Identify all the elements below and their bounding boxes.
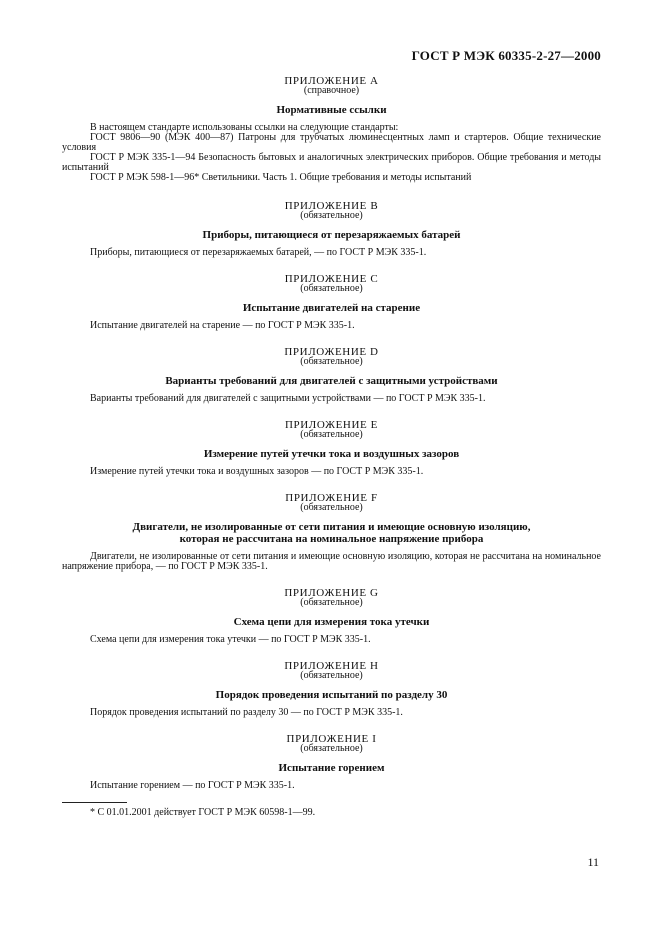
appendix-title: ПРИЛОЖЕНИЕ Н bbox=[284, 660, 379, 672]
appendix-h bbox=[62, 661, 601, 718]
paragraph: ГОСТ Р МЭК 598-1—96* Светильники. Часть 1. Общие требования и методы испытаний bbox=[90, 172, 472, 183]
appendix-status: (справочное) bbox=[303, 85, 360, 96]
appendix-heading: Испытание двигателей на старение bbox=[242, 302, 421, 314]
appendix-heading: Испытание горением bbox=[278, 762, 385, 774]
heading-line: Двигатели, не изолированные от сети питания и имеющие основную изоляцию, bbox=[132, 521, 531, 533]
appendix-heading: Схема цепи для измерения тока утечки bbox=[233, 616, 430, 628]
appendix-heading bbox=[62, 521, 601, 545]
appendix-heading: Варианты требований для двигателей с защитными устройствами bbox=[165, 375, 498, 387]
appendix-status: (обязательное) bbox=[300, 283, 363, 294]
paragraph: Измерение путей утечки тока и воздушных зазоров — по ГОСТ Р МЭК 335-1. bbox=[90, 466, 424, 477]
appendix-c bbox=[62, 274, 601, 331]
appendix-i bbox=[62, 734, 601, 791]
paragraph: Испытание горением — по ГОСТ Р МЭК 335-1. bbox=[90, 780, 295, 791]
appendix-title: ПРИЛОЖЕНИЕ Е bbox=[285, 419, 378, 431]
appendix-status: (обязательное) bbox=[300, 597, 363, 608]
appendix-status: (обязательное) bbox=[300, 356, 363, 367]
appendix-title: ПРИЛОЖЕНИЕ В bbox=[284, 200, 379, 212]
paragraph: Схема цепи для измерения тока утечки — по ГОСТ Р МЭК 335-1. bbox=[90, 634, 371, 645]
footnote-divider bbox=[62, 802, 127, 803]
appendix-status: (обязательное) bbox=[300, 670, 363, 681]
appendix-title: ПРИЛОЖЕНИЕ D bbox=[284, 346, 379, 358]
paragraph: Двигатели, не изолированные от сети питания и имеющие основную изоляцию, которая не рассчитана на номинальное напряжение прибора, — по ГОСТ Р МЭК 335-1. bbox=[62, 551, 601, 572]
page-number: 11 bbox=[587, 855, 599, 869]
paragraph: ГОСТ Р МЭК 335-1—94 Безопасность бытовых и аналогичных электрических приборов. Общие требования и методы испытаний bbox=[62, 152, 601, 173]
appendix-heading: Приборы, питающиеся от перезаряжаемых батарей bbox=[202, 229, 461, 241]
paragraph: Приборы, питающиеся от перезаряжаемых батарей, — по ГОСТ Р МЭК 335-1. bbox=[90, 247, 427, 258]
appendix-d bbox=[62, 347, 601, 404]
appendix-title: ПРИЛОЖЕНИЕ F bbox=[285, 492, 378, 504]
paragraph: В настоящем стандарте использованы ссылки на следующие стандарты: bbox=[90, 122, 399, 133]
paragraph: ГОСТ 9806—90 (МЭК 400—87) Патроны для трубчатых люминесцентных ламп и стартеров. Общие технические условия bbox=[62, 132, 601, 153]
paragraph: Испытание двигателей на старение — по ГОСТ Р МЭК 335-1. bbox=[90, 320, 355, 331]
document-header: ГОСТ Р МЭК 60335-2-27—2000 bbox=[411, 48, 601, 63]
appendix-heading: Измерение путей утечки тока и воздушных зазоров bbox=[203, 448, 460, 460]
appendix-title: ПРИЛОЖЕНИЕ С bbox=[284, 273, 379, 285]
appendix-title: ПРИЛОЖЕНИЕ I bbox=[286, 733, 377, 745]
paragraph: Порядок проведения испытаний по разделу 30 — по ГОСТ Р МЭК 335-1. bbox=[90, 707, 403, 718]
heading-line: которая не рассчитана на номинальное напряжение прибора bbox=[179, 533, 484, 545]
appendix-title: ПРИЛОЖЕНИЕ А bbox=[284, 75, 379, 87]
appendix-status: (обязательное) bbox=[300, 210, 363, 221]
appendix-heading: Нормативные ссылки bbox=[276, 104, 387, 116]
appendix-e bbox=[62, 420, 601, 477]
footnote: * С 01.01.2001 действует ГОСТ Р МЭК 60598-1—99. bbox=[90, 807, 316, 818]
appendix-g bbox=[62, 588, 601, 645]
appendix-status: (обязательное) bbox=[300, 502, 363, 513]
appendix-b bbox=[62, 201, 601, 258]
appendix-title: ПРИЛОЖЕНИЕ G bbox=[284, 587, 379, 599]
appendix-heading: Порядок проведения испытаний по разделу 30 bbox=[215, 689, 448, 701]
paragraph: Варианты требований для двигателей с защитными устройствами — по ГОСТ Р МЭК 335-1. bbox=[90, 393, 486, 404]
appendix-a bbox=[62, 76, 601, 183]
appendix-status: (обязательное) bbox=[300, 429, 363, 440]
appendix-f bbox=[62, 493, 601, 572]
page-body bbox=[62, 76, 601, 791]
appendix-status: (обязательное) bbox=[300, 743, 363, 754]
